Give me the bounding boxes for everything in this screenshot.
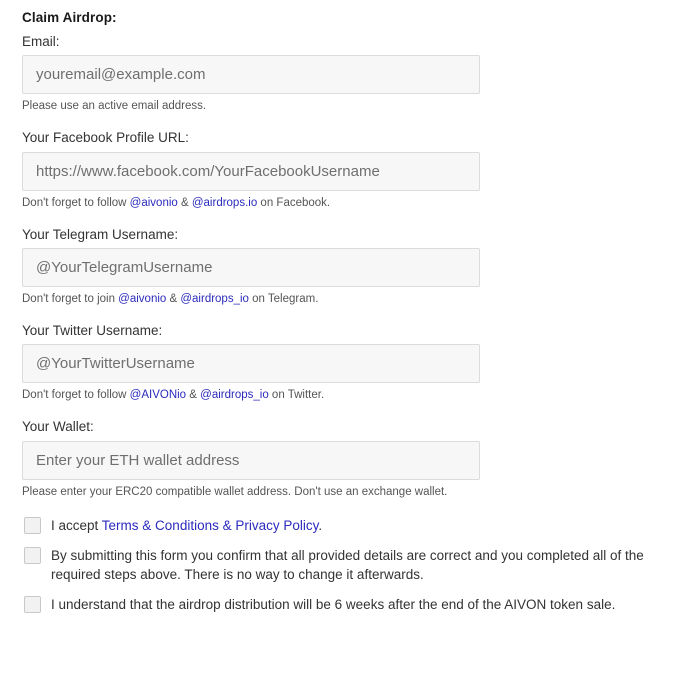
field-twitter (22, 323, 660, 403)
link-airdrops-twitter[interactable]: @airdrops_io (200, 389, 269, 402)
terms-suffix: . (318, 517, 323, 533)
help-twitter-prefix: Don't forget to follow (22, 389, 130, 402)
label-facebook: Your Facebook Profile URL: (22, 130, 189, 146)
terms-prefix: I accept (51, 517, 102, 533)
field-facebook (22, 130, 660, 210)
twitter-username-input[interactable] (22, 344, 480, 383)
distribution-checkbox[interactable] (24, 596, 41, 613)
field-telegram (22, 227, 660, 307)
form-title: Claim Airdrop: (22, 10, 117, 25)
label-email: Email: (22, 34, 60, 49)
field-email (22, 34, 660, 114)
checkbox-row-confirm[interactable] (22, 546, 660, 584)
help-facebook-suffix: on Facebook. (257, 196, 331, 209)
terms-label (51, 516, 322, 535)
facebook-url-input[interactable] (22, 152, 480, 191)
label-wallet: Your Wallet: (22, 419, 94, 435)
help-email (22, 99, 492, 114)
help-wallet: Please enter your ERC20 compatible wallet address. Don't use an exchange wallet. (22, 485, 448, 498)
wallet-address-input[interactable] (22, 441, 480, 480)
checkbox-row-terms[interactable] (22, 516, 660, 535)
help-telegram-sep: & (166, 292, 181, 305)
confirm-details-checkbox[interactable] (24, 547, 41, 564)
help-telegram-prefix: Don't forget to join (22, 292, 119, 305)
help-facebook (22, 196, 492, 211)
distribution-label: I understand that the airdrop distribution will be 6 weeks after the end of the AIVON token sale. (51, 597, 616, 613)
checkbox-row-distribution[interactable] (22, 595, 660, 614)
link-airdrops-telegram[interactable]: @airdrops_io (180, 292, 249, 305)
help-email-text: Please use an active email address. (22, 100, 207, 113)
label-twitter: Your Twitter Username: (22, 323, 163, 339)
link-aivonio-telegram[interactable]: @aivonio (118, 292, 167, 305)
link-terms-privacy[interactable]: Terms & Conditions & Privacy Policy (101, 517, 319, 533)
terms-checkbox[interactable] (24, 517, 41, 534)
confirm-details-label: By submitting this form you confirm that all provided details are correct and you completed all of the required steps above. There is no way to change it afterwards. (51, 547, 644, 583)
help-twitter-suffix: on Twitter. (268, 389, 325, 402)
email-input[interactable] (22, 55, 480, 94)
help-facebook-sep: & (177, 196, 192, 209)
label-telegram: Your Telegram Username: (22, 226, 179, 242)
telegram-username-input[interactable] (22, 248, 480, 287)
field-wallet (22, 419, 660, 499)
help-twitter-sep: & (186, 389, 201, 402)
link-aivonio-facebook[interactable]: @aivonio (129, 196, 178, 209)
help-telegram-suffix: on Telegram. (248, 292, 319, 305)
help-telegram (22, 292, 492, 307)
help-twitter (22, 388, 492, 403)
link-aivonio-twitter[interactable]: @AIVONio (129, 389, 187, 402)
help-facebook-prefix: Don't forget to follow (22, 196, 130, 209)
link-airdrops-facebook[interactable]: @airdrops.io (191, 196, 258, 209)
